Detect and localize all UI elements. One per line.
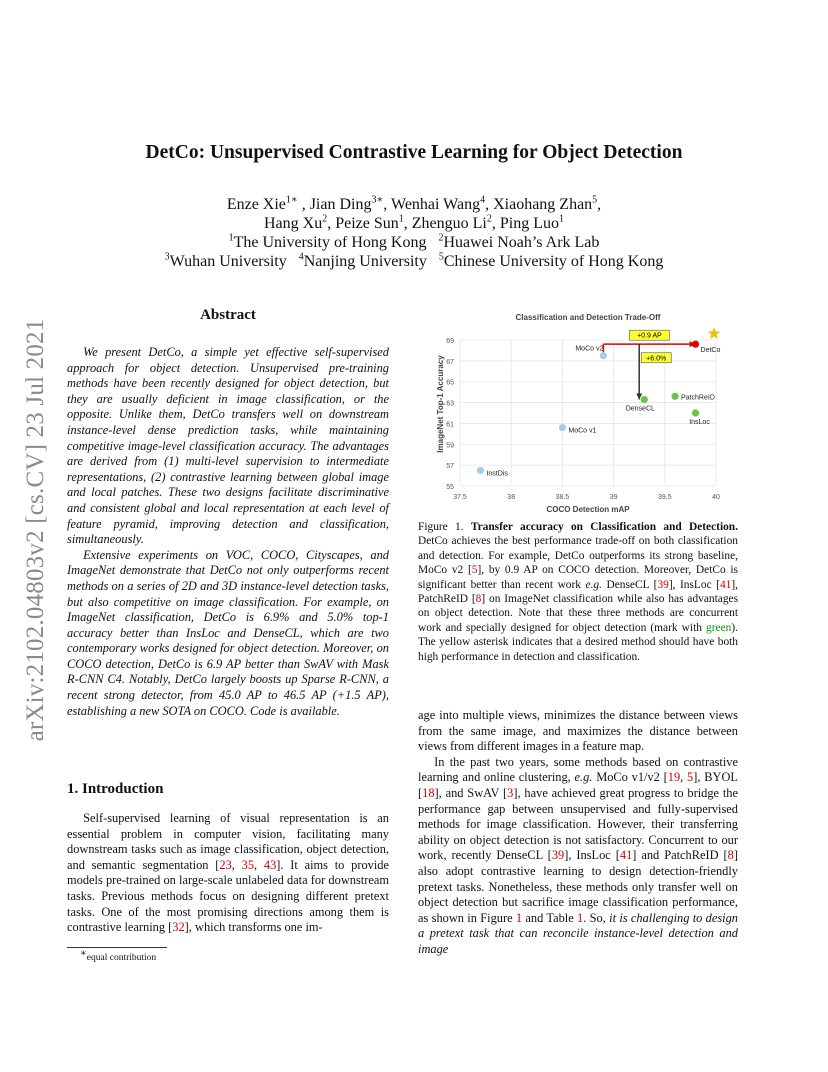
paper-title: DetCo: Unsupervised Contrastive Learning for Object Detection (145, 142, 683, 163)
chart-x-tick-label: 38.5 (555, 494, 570, 501)
chart-point-label: MoCo v1 (568, 427, 597, 435)
chart-x-axis-label: COCO Detection mAP (546, 505, 630, 514)
chart-y-tick-label: 69 (446, 338, 454, 345)
chart-y-tick-label: 59 (446, 442, 454, 450)
right-paragraph-1: age into multiple views, minimizes the distance between views from the same image, and maximizes the distance between views from different images in a feature map. (418, 708, 738, 754)
chart-point (692, 341, 699, 348)
citation-link[interactable]: 41 (619, 848, 633, 863)
chart-point-label: DetCo (700, 347, 721, 355)
chart-point (641, 396, 648, 403)
chart-point (600, 352, 607, 359)
figure-1-chart (418, 306, 738, 516)
citation-link[interactable]: 39 (657, 578, 669, 591)
chart-point (692, 409, 699, 416)
intro-body (67, 811, 389, 936)
author-line-1: Enze Xie$^{1∗}$ , Jian Ding$^{3∗}$, Wenhai Wang$^4$, Xiaohang Zhan$^5$, (226, 194, 602, 213)
affiliation-line-1: $^1$The University of Hong Kong $^2$Huawei Noah’s Ark Lab (228, 232, 600, 251)
chart-point (671, 393, 678, 400)
right-paragraph-2: In the past two years, some methods based on contrastive learning and online clustering, e.g. MoCo v1/v2 [19, 5], BYOL [18], and SwAV [3], have achieved great progress to bridge the performance gap between unsupervised and fully-supervised methods for image classification. However, their transferring ability on object detection is not satisfactory. Concurrent to our work, recently DenseCL [39], InsLoc [41] and PatchReID [8] also adopt contrastive learning to design detection-friendly pretext tasks. Nonetheless, these methods only transfer well on object detection but sacrifice image classification performance, as shown in Figure 1 and Table 1. So, it is challenging to design a pretext task that can reconcile instance-level detection and image (418, 754, 738, 956)
abstract-body (67, 345, 389, 719)
citation-link[interactable]: 8 (475, 593, 482, 606)
chart-x-tick-label: 38 (507, 494, 516, 501)
target-star-icon (708, 327, 720, 339)
chart-point (477, 467, 484, 474)
chart-x-tick-label: 37.5 (453, 494, 467, 501)
chart-y-tick-label: 67 (446, 358, 454, 366)
chart-x-tick-label: 39 (609, 494, 618, 501)
chart-point-label: DenseCL (625, 405, 655, 413)
chart-y-tick-label: 63 (446, 400, 454, 408)
right-column-body (418, 708, 738, 958)
table-reference-link[interactable]: 1 (577, 910, 584, 925)
annotation-label: +0.9 AP (637, 332, 662, 340)
chart-y-tick-label: 65 (446, 379, 454, 387)
chart-y-tick-label: 57 (446, 463, 454, 471)
chart-gridlines (460, 340, 716, 486)
citation-link[interactable]: 8 (727, 848, 734, 863)
section-heading-introduction: 1. Introduction (67, 781, 164, 797)
affiliation-line-2: $^3$Wuhan University $^4$Nanjing University $^5$Chinese University of Hong Kong (164, 251, 664, 270)
abstract-heading: Abstract (200, 307, 256, 323)
chart-point-label: MoCo v2 (575, 345, 604, 353)
abstract-paragraph-1: We present DetCo, a simple yet effective self-supervised approach for object detection. Unsupervised pre-training methods have been recently designed for object detection, but they are usually deficient in image classification, or the opposite. Unlike them, DetCo transfers well on downstream instance-level dense prediction tasks, while maintaining competitive image-level classification accuracy. The advantages are derived from (1) multi-level supervision to intermediate representations, (2) contrastive learning between global image and local patches. These two designs facilitate discriminative and consistent global and local representation at each level of feature pyramid, improving detection and classification, simultaneously. (67, 345, 389, 547)
chart-x-tick-label: 40 (712, 494, 720, 501)
citation-link[interactable]: 5 (471, 564, 478, 577)
annotation-label: +6.0% (646, 355, 667, 363)
figure-1-caption: Figure 1. Transfer accuracy on Classification and Detection. DetCo achieves the best performance trade-off on both classification and detection. For example, DetCo outperforms its strong baseline, MoCo v2 [5], by 0.9 AP on COCO detection. Moreover, DetCo is significant better than recent work e.g. DenseCL [39], InsLoc [41], PatchReID [8] on ImageNet classification while also has advantages on object detection. Note that these three methods are concurrent work and specially designed for object detection (mark with green). The yellow asterisk indicates that a desired method should have both high performance in detection and classification. (418, 521, 739, 663)
chart-x-tick-label: 39.5 (657, 494, 672, 501)
chart-title: Classification and Detection Trade-Off (515, 313, 661, 322)
chart-point-label: InstDis (486, 470, 508, 478)
citation-link[interactable]: 39 (551, 848, 565, 863)
citation-link[interactable]: 5 (687, 770, 694, 785)
chart-y-tick-label: 55 (446, 484, 454, 491)
citation-link[interactable]: 32 (172, 920, 185, 935)
intro-paragraph-1: Self-supervised learning of visual representation is an essential problem in computer vision, facilitating many downstream tasks such as image classification, object detection, and semantic segmentation [23, 35, 43]. It aims to provide models pre-trained on large-scale unlabeled data for downstream tasks. Previous methods focus on designing different pretext tasks. One of the most promising directions among them is contrastive learning [32], which transforms one im- (67, 811, 389, 935)
citation-link[interactable]: 43 (263, 857, 277, 872)
abstract-paragraph-2: Extensive experiments on VOC, COCO, Cityscapes, and ImageNet demonstrate that DetCo not only outperforms recent methods on a series of 2D and 3D instance-level detection tasks, but also competitive on image classification. For example, on ImageNet classification, DetCo is 6.9% and 5.0% top-1 accuracy better than InsLoc and DenseCL, which are two contemporary works designed for object detection. Moreover, on COCO detection, DetCo is 6.9 AP better than SwAV with Mask R-CNN C4. Notably, DetCo largely boosts up Sparse R-CNN, a recent strong detector, from 45.0 AP to 46.5 AP (+1.5 AP), establishing a new SOTA on COCO. Code is available. (67, 547, 389, 718)
citation-link[interactable]: 3 (507, 785, 514, 800)
citation-link[interactable]: 19 (667, 770, 681, 785)
chart-point (559, 424, 566, 431)
chart-point-label: PatchReID (681, 394, 715, 402)
citation-link[interactable]: 23 (219, 857, 232, 872)
figure-reference-link[interactable]: 1 (515, 910, 523, 925)
chart-y-axis-label: ImageNet Top-1 Accuracy (436, 355, 445, 453)
chart-y-ticks (446, 338, 454, 491)
citation-link[interactable]: 35 (241, 857, 255, 872)
chart-point-label: InsLoc (689, 419, 710, 426)
author-line-2: Hang Xu$^2$, Peize Sun$^1$, Zhenguo Li$^2$, Ping Luo$^1$ (264, 213, 564, 232)
arxiv-stamp: arXiv:2102.04803v2 [cs.CV] 23 Jul 2021 (22, 318, 49, 742)
footnote: ∗equal contribution (80, 947, 157, 963)
chart-annotations (603, 330, 695, 399)
chart-x-ticks (453, 494, 720, 501)
chart-y-tick-label: 61 (446, 421, 454, 429)
citation-link[interactable]: 18 (422, 785, 435, 800)
citation-link[interactable]: 41 (719, 578, 732, 591)
